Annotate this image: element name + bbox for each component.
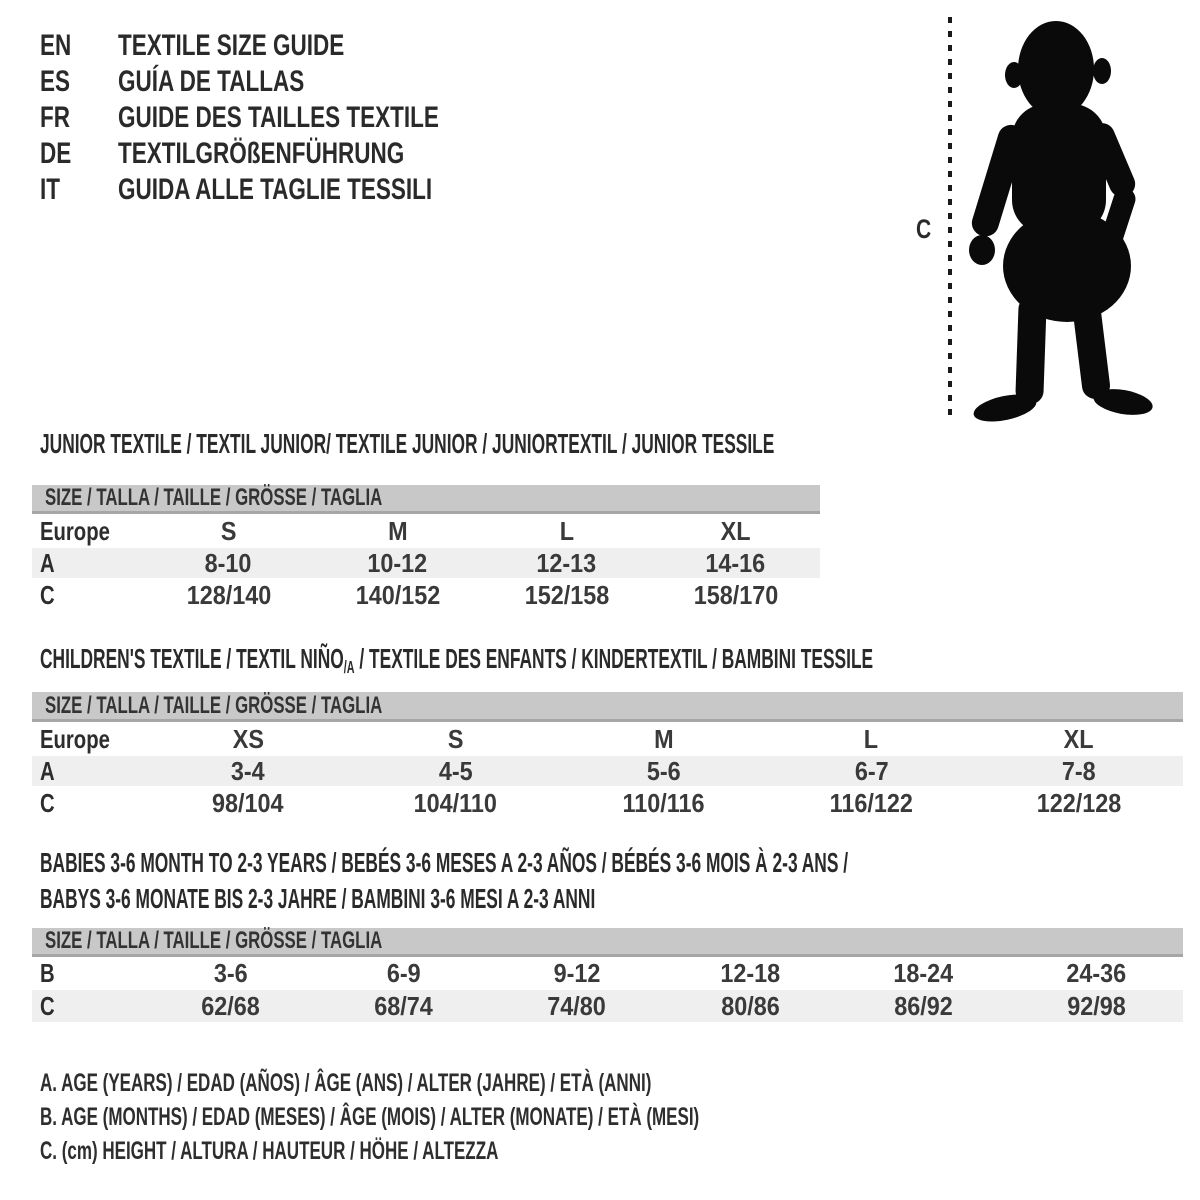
cell-value: 122/128 (1036, 787, 1122, 818)
table-cell (313, 580, 482, 611)
language-code-text: FR (40, 101, 70, 134)
table-cell (482, 548, 651, 579)
language-code (40, 65, 118, 99)
row-label (32, 958, 144, 989)
row-label-text: Europe (40, 723, 110, 754)
table-cell (144, 516, 313, 547)
section-title-text: BABYS 3-6 MONATE BIS 2-3 JAHRE / BAMBINI 3-6 MESI A 2-3 ANNI (40, 883, 596, 914)
table-cell (144, 548, 313, 579)
row-label-text: C (40, 579, 55, 610)
section-title-prefix: CHILDREN'S TEXTILE / TEXTIL NIÑO (40, 643, 344, 674)
row-label (32, 580, 144, 611)
language-code-text: ES (40, 65, 71, 98)
size-header-label: SIZE / TALLA / TAILLE / GRÖSSE / TAGLIA (45, 691, 383, 719)
language-row-it (40, 172, 546, 208)
guide-title (118, 65, 366, 99)
cell-value: 4-5 (438, 755, 473, 786)
table-cell (313, 516, 482, 547)
language-code-text: DE (40, 137, 72, 170)
table-cell (352, 756, 560, 787)
cell-value: 140/152 (355, 579, 440, 610)
language-code (40, 101, 118, 135)
table-cell (560, 724, 768, 755)
cell-value: 6-7 (854, 755, 889, 786)
cell-value: 12-13 (536, 547, 597, 578)
cell-value: S (220, 515, 237, 546)
row-label-text: Europe (40, 515, 110, 546)
row-label (32, 788, 144, 819)
language-row-fr (40, 100, 546, 136)
table-cell (317, 958, 490, 989)
section-title-children (40, 645, 1200, 681)
cell-value: 18-24 (893, 958, 954, 988)
cell-value: 9-12 (553, 958, 601, 988)
language-row-es (40, 64, 546, 100)
cell-value: M (653, 723, 674, 754)
cell-value: 62/68 (201, 990, 260, 1021)
guide-title (118, 101, 546, 135)
footnote-a (40, 1066, 1009, 1100)
guide-title (118, 173, 537, 207)
row-label-text: C (40, 990, 55, 1021)
cell-value: 3-6 (213, 958, 248, 988)
cell-value: 92/98 (1067, 990, 1126, 1021)
section-title-babies-line2 (40, 885, 936, 913)
cell-value: 6-9 (386, 958, 421, 988)
table-cell (313, 548, 482, 579)
guide-title-text: TEXTILGRÖßENFÜHRUNG (118, 137, 405, 170)
size-header-band (32, 928, 1183, 957)
table-cell (144, 756, 352, 787)
cell-value: 128/140 (186, 579, 271, 610)
table-cell (1010, 958, 1183, 989)
footnote-text: A. AGE (YEARS) / EDAD (AÑOS) / ÂGE (ANS) / ALTER (JAHRE) / ETÀ (ANNI) (40, 1068, 652, 1097)
size-header-label: SIZE / TALLA / TAILLE / GRÖSSE / TAGLIA (45, 484, 383, 511)
language-row-en (40, 28, 546, 64)
table-cell (767, 756, 975, 787)
row-label-text: A (40, 755, 55, 786)
table-cell (664, 958, 837, 989)
table-cell (482, 580, 651, 611)
table-cell (767, 788, 975, 819)
guide-title-text: TEXTILE SIZE GUIDE (118, 29, 345, 62)
table-cell (317, 991, 490, 1022)
size-header-band (32, 485, 820, 514)
cell-value: 110/116 (622, 787, 705, 818)
size-header-label: SIZE / TALLA / TAILLE / GRÖSSE / TAGLIA (45, 927, 383, 954)
guide-title-text: GUIDA ALLE TAGLIE TESSILI (118, 173, 433, 206)
section-title-suffix: / TEXTILE DES ENFANTS / KINDERTEXTIL / BAMBINI TESSILE (354, 643, 874, 674)
cell-value: L (559, 515, 574, 546)
cell-value: 116/122 (829, 787, 913, 818)
language-code (40, 29, 118, 63)
table-cell (975, 788, 1183, 819)
table-cell (975, 756, 1183, 787)
junior-size-table (32, 485, 820, 612)
table-cell (651, 516, 820, 547)
table-cell (144, 958, 317, 989)
table-cell (651, 580, 820, 611)
language-row-de (40, 136, 546, 172)
row-label (32, 516, 144, 547)
cell-value: 14-16 (705, 547, 766, 578)
footnote-text: C. (cm) HEIGHT / ALTURA / HAUTEUR / HÖHE / ALTEZZA (40, 1136, 499, 1165)
table-cell (767, 724, 975, 755)
children-size-table (32, 692, 1183, 820)
height-measure-label-text: C (916, 214, 932, 244)
row-label (32, 991, 144, 1022)
row-label-text: A (40, 547, 55, 578)
row-label-text: C (40, 787, 55, 818)
size-header-band (32, 692, 1183, 722)
footnote-c (40, 1134, 1009, 1168)
table-cell (144, 724, 352, 755)
footnote-text: B. AGE (MONTHS) / EDAD (MESES) / ÂGE (MOIS) / ALTER (MONATE) / ETÀ (MESI) (40, 1102, 700, 1131)
guide-title (118, 137, 500, 171)
table-row (32, 514, 820, 548)
row-label-text: B (40, 958, 55, 988)
cell-value: 8-10 (205, 547, 252, 578)
guide-title-text: GUIDE DES TAILLES TEXTILE (118, 101, 439, 134)
table-cell (560, 788, 768, 819)
table-cell (975, 724, 1183, 755)
table-cell (144, 788, 352, 819)
cell-value: 104/110 (414, 787, 498, 818)
section-title-babies-line1 (40, 849, 1200, 877)
table-cell (482, 516, 651, 547)
row-label (32, 756, 144, 787)
cell-value: 74/80 (547, 990, 607, 1021)
cell-value: 86/92 (893, 990, 953, 1021)
cell-value: 98/104 (212, 787, 284, 818)
cell-value: S (447, 723, 464, 754)
table-cell (837, 958, 1010, 989)
cell-value: 158/170 (693, 579, 778, 610)
cell-value: 24-36 (1066, 958, 1127, 988)
toddler-silhouette-icon (955, 18, 1155, 423)
language-code-text: EN (40, 29, 72, 62)
table-cell (837, 991, 1010, 1022)
table-cell (352, 724, 560, 755)
language-code (40, 137, 118, 171)
footnote-b (40, 1100, 1009, 1134)
table-cell (144, 991, 317, 1022)
table-row (32, 548, 820, 578)
table-row (32, 786, 1183, 820)
language-title-list (40, 28, 546, 208)
section-title-text: JUNIOR TEXTILE / TEXTIL JUNIOR/ TEXTILE JUNIOR / JUNIORTEXTIL / JUNIOR TESSILE (40, 428, 775, 459)
section-title-subscript: /A (343, 657, 355, 677)
guide-title-text: GUÍA DE TALLAS (118, 65, 305, 98)
table-row (32, 722, 1183, 756)
section-title-junior (40, 430, 1200, 458)
cell-value: 3-4 (230, 755, 265, 786)
table-cell (490, 991, 663, 1022)
cell-value: XL (720, 515, 751, 546)
cell-value: 7-8 (1062, 755, 1096, 786)
cell-value: 152/158 (524, 579, 609, 610)
section-title-text: BABIES 3-6 MONTH TO 2-3 YEARS / BEBÉS 3-6 MESES A 2-3 AÑOS / BÉBÉS 3-6 MOIS À 2-3 ANS / (40, 847, 849, 878)
table-cell (651, 548, 820, 579)
table-cell (352, 788, 560, 819)
table-row (32, 990, 1183, 1022)
row-label (32, 724, 144, 755)
cell-value: XS (232, 723, 264, 754)
table-cell (560, 756, 768, 787)
height-dashed-line (946, 17, 954, 417)
row-label (32, 548, 144, 579)
height-measure-label (916, 214, 936, 245)
cell-value: L (864, 723, 879, 754)
cell-value: 68/74 (374, 990, 434, 1021)
language-code-text: IT (40, 173, 61, 206)
guide-title (118, 29, 420, 63)
table-row (32, 957, 1183, 990)
babies-size-table (32, 928, 1183, 1022)
language-code (40, 173, 118, 207)
table-row (32, 756, 1183, 786)
table-cell (1010, 991, 1183, 1022)
cell-value: 12-18 (720, 958, 781, 988)
cell-value: 5-6 (646, 755, 681, 786)
table-row (32, 578, 820, 612)
cell-value: 10-12 (367, 547, 428, 578)
cell-value: 80/86 (720, 990, 780, 1021)
cell-value: M (387, 515, 408, 546)
table-cell (490, 958, 663, 989)
table-cell (144, 580, 313, 611)
section-title-text (40, 645, 873, 681)
table-cell (664, 991, 837, 1022)
cell-value: XL (1064, 723, 1095, 754)
footnote-list (40, 1066, 1009, 1168)
